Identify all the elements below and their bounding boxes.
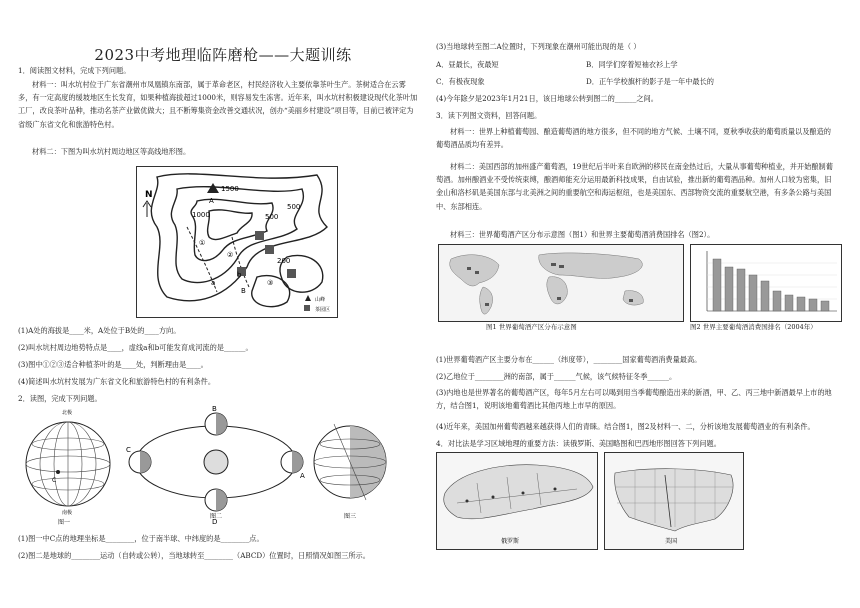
orbit-point-D: D [212, 518, 218, 526]
orbit-point-B: B [212, 405, 217, 413]
q3-material-1: 材料一：世界上种植葡萄园、酿造葡萄酒的地方很多，但不同的地方气候、土壤不同，夏秋季收获的葡萄质量以及酿造的葡萄酒品质均有差异。 [436, 127, 831, 150]
point-1: ① [199, 239, 206, 247]
orbit-figure-2 [126, 404, 306, 526]
figure-2-label: 图二 [210, 513, 223, 520]
south-pole-label: 南极 [62, 510, 73, 516]
contour-label-500: 500 [287, 203, 301, 211]
figure-1-label: 图一 [58, 519, 71, 526]
point-B: B [241, 287, 246, 295]
q2-item-3: (3)当地球转至图二A位置时，下列现象在潮州可能出现的是（ ） [436, 42, 641, 51]
globe-point-C: C [52, 477, 57, 484]
point-a: a [211, 279, 216, 287]
option-B: B．同学们穿着短袖衣衫上学 [586, 60, 678, 69]
point-2: ② [227, 251, 234, 259]
consumption-bar-chart [690, 244, 842, 322]
contour-label-1500: 1500 [221, 185, 239, 193]
q3-intro: 3．读下列图文资料，回答问题。 [436, 111, 542, 120]
contour-label-1000: 1000 [192, 211, 210, 219]
q3-item-4: (4)近年来，美国加州葡萄酒越来越获得人们的青睐。结合图1，图2及材料一、二，分析该地发展葡萄酒业的有利条件。 [436, 422, 815, 431]
page-title: 2023中考地理临阵磨枪——大题训练 [94, 46, 352, 64]
sunlight-figure-3 [312, 414, 392, 526]
option-A: A．昼最长，夜最短 [436, 60, 499, 69]
north-arrow-label: N [145, 190, 153, 200]
q3-item-1: (1)世界葡萄酒产区主要分布在______（纬度带），________国家葡萄酒消费量最高。 [436, 355, 702, 364]
option-C: C．有极夜现象 [436, 77, 485, 86]
q4-intro: 4．对比法是学习区域地理的重要方法：读俄罗斯、美国略图和巴西地形图回答下列问题。 [436, 439, 721, 448]
q3-item-2: (2)乙地位于________洲的南部，属于______气候，该气候特征冬季______。 [436, 372, 677, 381]
russia-map [436, 452, 598, 550]
legend-tea: 茶园区 [315, 307, 331, 313]
globe-figure-1 [18, 406, 118, 526]
point-A: A [209, 197, 214, 205]
q3-material-3: 材料三：世界葡萄酒产区分布示意图（图1）和世界主要葡萄酒消费国排名（图2）。 [450, 230, 715, 239]
left-column [18, 0, 428, 608]
q1-item-3: (3)图中①②③适合种植茶叶的是____处，判断理由是____。 [18, 360, 208, 369]
q1-item-1: (1)A处的海拔是____米，A处位于B处的____方向。 [18, 326, 181, 335]
point-b: b [237, 271, 242, 279]
orbit-point-A: A [300, 472, 305, 480]
usa-map [604, 452, 744, 550]
bar-chart-caption: 图2 世界主要葡萄酒消费国排名（2004年） [690, 323, 817, 331]
q2-item-4: (4)今年除夕是2023年1月21日，该日地球公转到图二的______之间。 [436, 94, 658, 103]
q1-item-2: (2)叫水坑村周边地势特点是____，虚线a和b可能发育成河流的是______。 [18, 343, 253, 352]
usa-map-label: 美国 [665, 538, 678, 545]
contour-map [136, 166, 338, 318]
contour-label-200: 200 [277, 257, 291, 265]
point-3: ③ [267, 279, 274, 287]
north-pole-label: 北极 [62, 410, 73, 416]
world-wine-map [438, 244, 684, 322]
right-column [436, 0, 846, 608]
orbit-point-C: C [126, 446, 131, 454]
legend-peak: 山峰 [315, 297, 326, 303]
figure-3-label: 图三 [344, 513, 357, 520]
q3-material-2: 材料二：美国西部的加州盛产葡萄酒，19世纪后半叶来自欧洲的移民在南金热过后，大量从事葡萄种植业，并开始酿制葡萄酒。加州酿酒业不受传统束缚，酿酒师能充分运用最新科技成果，自由试验，推出新的葡萄酒品种。加州人口较为密集，旧金山和洛杉矶是美国东部与北美洲之间的重要航空和海运枢纽，也是美国东、西部物资交流的重要航空港，有多条公路与美国中、东部相连。 [436, 162, 833, 211]
q1-material-1: 材料一：叫水坑村位于广东省潮州市凤凰镇东南部，属于革命老区，村民经济收入主要依靠茶叶生产。茶树适合在云雾多，有一定高度的缓坡地区生长发育，如果种植海拔超过1000米，则容易发生冻害。近年来，叫水坑村积极建设现代化茶叶加工厂，改良茶叶品种，推动名茶产业做优做大；且不断筹集资金改善交通状况，创办“美丽乡村建设”项目等，目前已被评定为省级广东省文化和旅游特色村。 [18, 80, 418, 129]
q3-item-3: (3)内地也是世界著名的葡萄酒产区，每年5月左右可以喝到用当季葡萄酿造出来的新酒，甲、乙、丙三地中新酒最早上市的地方，结合图1，说明该地葡萄酒比其他丙地上市早的原因。 [436, 388, 832, 411]
q1-material-2: 材料二：下图为叫水坑村周边地区等高线地形图。 [32, 147, 191, 156]
q1-item-4: (4)简述叫水坑村发展为广东省文化和旅游特色村的有利条件。 [18, 377, 216, 386]
q2-intro: 2．读图，完成下列问题。 [18, 394, 102, 403]
option-D: D．正午学校旗杆的影子是一年中最长的 [586, 77, 714, 86]
contour-label-500b: 500 [265, 213, 279, 221]
world-map-caption: 图1 世界葡萄酒产区分布示意图 [486, 323, 577, 331]
q2-item-2: (2)图二是地球的________运动（自转或公转），当地球转至________（ABCD）位置时，日照情况如图三所示。 [18, 551, 370, 560]
q1-intro: 1．阅读图文材料，完成下列问题。 [18, 66, 131, 75]
q2-item-1: (1)图一中C点的地理坐标是________，位于南半球、中纬度的是________点。 [18, 534, 264, 543]
russia-map-label: 俄罗斯 [501, 538, 520, 545]
